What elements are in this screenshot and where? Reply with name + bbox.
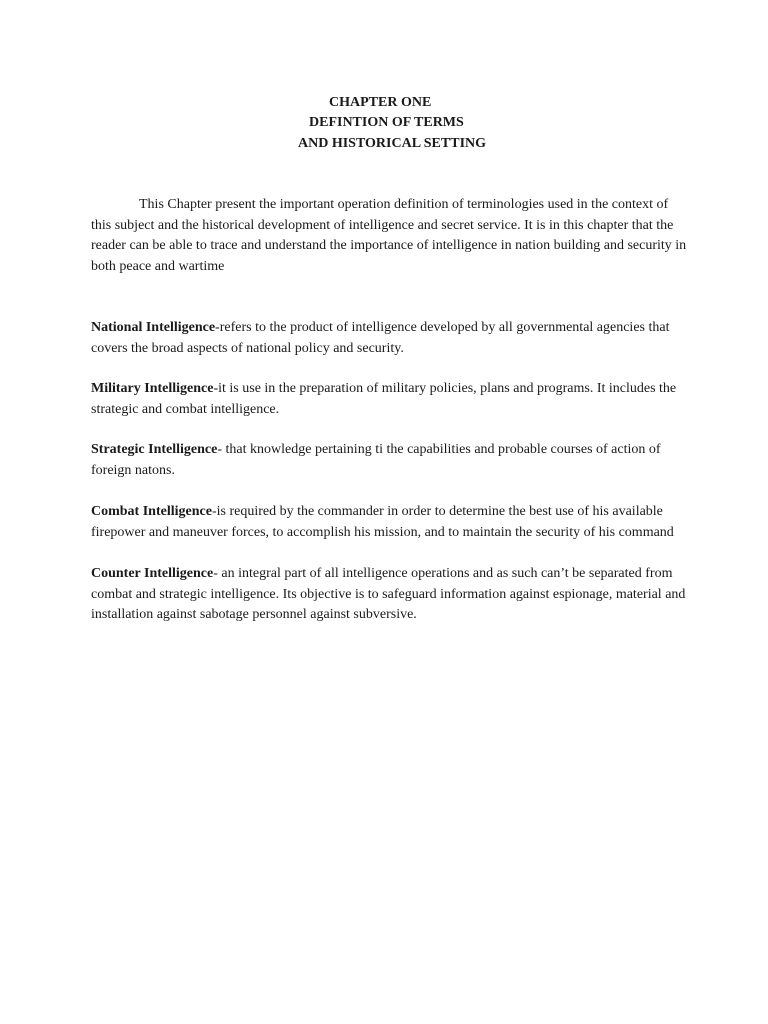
definition-text: -refers to the product of intelligence developed by all governmental agencies that covers the broad aspects of national policy and security.: [91, 320, 670, 356]
definition-military-intelligence: [91, 379, 691, 420]
definition-strategic-intelligence: [91, 440, 691, 481]
chapter-number: CHAPTER ONE: [329, 95, 432, 110]
definition-text: - an integral part of all intelligence operations and as such can’t be separated from combat and strategic intelligence. Its objective is to safeguard information against espionage, material and installation against sabotage personnel against subversive.: [91, 566, 686, 622]
definition-term: Military Intelligence: [91, 381, 214, 396]
definition-text: -is required by the commander in order to determine the best use of his available firepower and maneuver forces, to accomplish his mission, and to maintain the security of his command: [91, 504, 674, 540]
definition-combat-intelligence: [91, 502, 691, 543]
definition-term: National Intelligence: [91, 320, 216, 335]
definition-term: Combat Intelligence: [91, 504, 212, 519]
definition-national-intelligence: [91, 318, 691, 359]
chapter-title-text-1: DEFINTION OF TERMS: [309, 115, 464, 130]
intro-paragraph: This Chapter present the important operation definition of terminologies used in the context of this subject and the historical development of intelligence and secret service. It is in this chapter that the reader can be able to trace and understand the importance of intelligence in nation building and security in both peace and wartime: [91, 197, 687, 274]
chapter-title-text-2: AND HISTORICAL SETTING: [298, 136, 487, 151]
definition-text: - that knowledge pertaining ti the capabilities and probable courses of action of foreign natons.: [91, 442, 661, 478]
definition-term: Counter Intelligence: [91, 566, 214, 581]
definition-text: -it is use in the preparation of military policies, plans and programs. It includes the strategic and combat intelligence.: [91, 381, 677, 417]
definition-counter-intelligence: [91, 564, 691, 626]
definition-term: Strategic Intelligence: [91, 442, 218, 457]
